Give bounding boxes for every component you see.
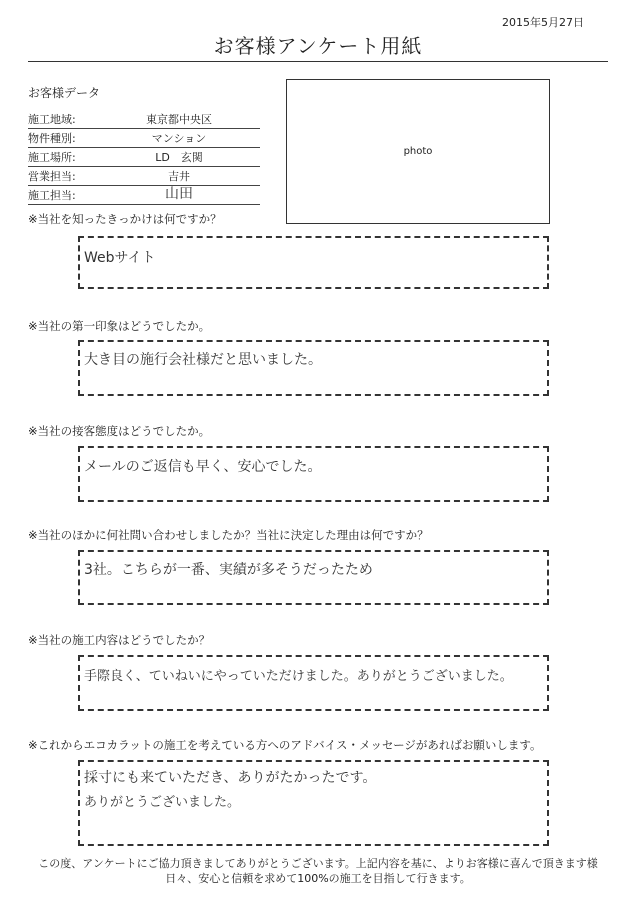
info-value: LD 玄関 [155, 151, 203, 164]
question-5: ※当社の施工内容はどうでしたか？ [28, 633, 211, 647]
info-value: 吉井 [168, 170, 190, 183]
answer-2: 大き目の施行会社様だと思いました。 [84, 352, 322, 368]
answer-6-line-1: 採寸にも来ていただき、ありがたかったです。 [84, 770, 377, 786]
answer-1: Webサイト [84, 250, 156, 266]
info-value: マンション [151, 132, 207, 145]
survey-date: 2015年5月27日 [502, 16, 584, 29]
photo-label: photo [403, 146, 433, 157]
answer-4: 3社。こちらが一番、実績が多そうだったため [84, 562, 373, 578]
page-title: お客様アンケート用紙 [213, 34, 423, 58]
info-row-area [28, 110, 260, 129]
info-label: 施工担当: [28, 189, 76, 202]
photo-placeholder [286, 79, 550, 224]
info-label: 施工場所: [28, 151, 76, 164]
question-2: ※当社の第一印象はどうでしたか。 [28, 319, 211, 333]
footer-line-2: 日々、安心と信頼を求めて100%の施工を目指して行きます。 [165, 872, 471, 885]
info-row-installer [28, 186, 260, 205]
customer-info-table [28, 110, 260, 205]
info-label: 施工地域: [28, 113, 76, 126]
info-value-handwritten: 山田 [165, 186, 193, 202]
info-value: 東京都中央区 [146, 113, 212, 126]
info-row-property [28, 129, 260, 148]
question-6: ※これからエコカラットの施工を考えている方へのアドバイス・メッセージがあればお願いします。 [28, 738, 542, 752]
question-4: ※当社のほかに何社問い合わせしましたか？当社に決定した理由は何ですか？ [28, 528, 429, 542]
footer-line-1: この度、アンケートにご協力頂きましてありがとうございます。上記内容を基に、よりお客様に喜んで頂きます様 [38, 857, 598, 870]
title-divider [28, 61, 608, 62]
answer-6-line-2: ありがとうございました。 [84, 795, 241, 810]
question-1: ※当社を知ったきっかけは何ですか？ [28, 212, 222, 226]
question-3: ※当社の接客態度はどうでしたか。 [28, 424, 211, 438]
info-label: 営業担当: [28, 170, 76, 183]
info-row-location [28, 148, 260, 167]
answer-5: 手際良く、ていねいにやっていただけました。ありがとうございました。 [84, 669, 513, 684]
info-label: 物件種別: [28, 132, 76, 145]
footer-message [0, 856, 636, 886]
customer-data-heading: お客様データ [28, 86, 101, 100]
answer-3: メールのご返信も早く、安心でした。 [84, 459, 322, 475]
